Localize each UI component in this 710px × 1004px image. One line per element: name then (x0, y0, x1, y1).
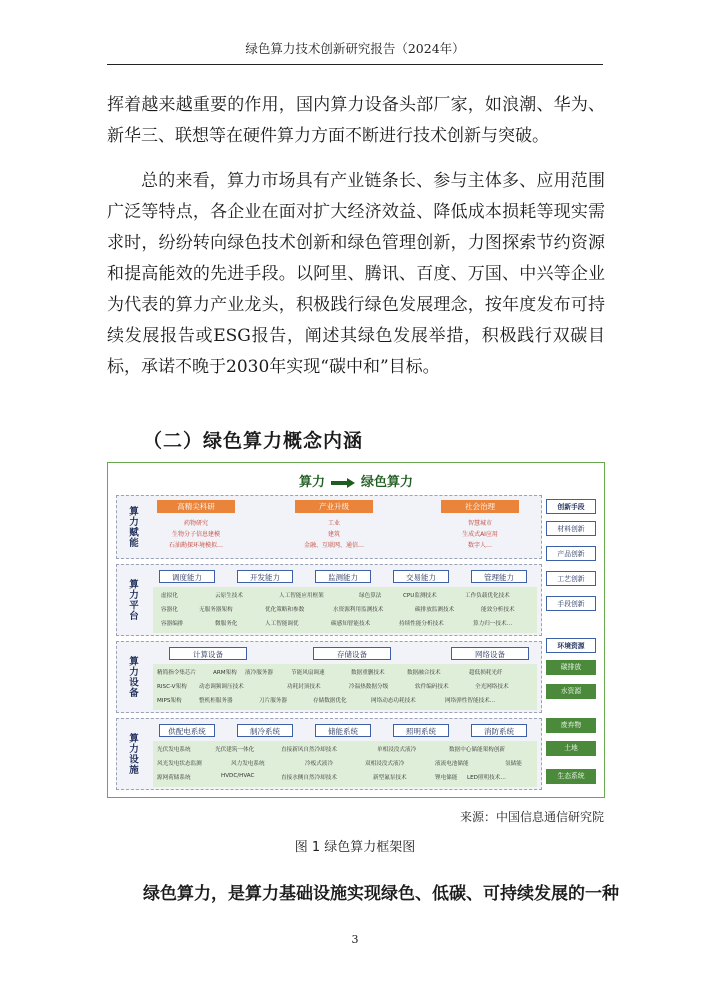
platform-cap: 监测能力 (315, 570, 371, 583)
platform-cap: 开发能力 (237, 570, 293, 583)
empower-item: 建筑 (327, 531, 341, 538)
resource-item: 水资源 (546, 684, 596, 699)
resource-item: 碳排放 (546, 660, 596, 675)
paragraph-1: 挥着越来越重要的作用，国内算力设备头部厂家，如浪潮、华为、新华三、联想等在硬件算力方面不断进行技术创新与突破。 (107, 95, 605, 146)
tech-item: 风力发电系统 (231, 761, 265, 767)
facility-cap: 照明系统 (393, 724, 449, 737)
platform-tech-grid (153, 587, 537, 633)
figure-title: 算力 绿色算力 (298, 475, 414, 490)
tech-item: 氢储能 (505, 761, 522, 767)
tech-item: 网络弹性智能技术… (445, 698, 496, 704)
layer-label: 算力平台 (127, 579, 138, 621)
layer-label: 算力设施 (127, 733, 138, 775)
resource-item: 土地 (546, 741, 596, 756)
tech-item: 碳排放监测技术 (415, 607, 455, 613)
empower-item: 药物研究 (183, 520, 209, 527)
tech-item: 直接新风自然冷却技术 (281, 747, 337, 753)
tech-item: ARM架构 (213, 670, 237, 676)
tech-item: 容器化 (161, 607, 178, 613)
tech-item: 人工智能调优 (265, 621, 299, 627)
tech-item: 数据融合技术 (407, 670, 441, 676)
tech-item: 光伏建筑一体化 (215, 747, 255, 753)
tech-item: 能效分析技术 (481, 607, 515, 613)
tech-item: 全光网络技术 (475, 684, 509, 690)
facility-cap: 储能系统 (315, 724, 371, 737)
tech-item: 水资源利用监测技术 (333, 607, 384, 613)
tech-item: 液流电池储能 (435, 761, 469, 767)
tech-item: 优化策略和参数 (265, 607, 305, 613)
tech-item: 液冷服务器 (245, 670, 273, 676)
right-column (546, 499, 596, 791)
resource-item: 生态系统 (546, 769, 596, 784)
figure-caption: 图 1 绿色算力框架图 (294, 840, 416, 855)
equipment-cap: 计算设备 (169, 647, 247, 660)
tech-item: LED照明技术… (467, 775, 506, 781)
page-number: 3 (351, 933, 359, 946)
tech-item: 单相浸没式液冷 (377, 747, 417, 753)
equipment-tech-grid (153, 664, 537, 710)
tech-item: 光伏发电系统 (157, 747, 191, 753)
layer-empower (116, 495, 542, 559)
tech-item: 冷温热数据分级 (349, 684, 389, 690)
tech-item: 锂电储能 (435, 775, 458, 781)
tech-item: 源网荷储系统 (157, 775, 191, 781)
tech-item: 碳感知智能技术 (331, 621, 371, 627)
empower-item: 智慧城市 (467, 520, 493, 527)
tech-item: 刀片服务器 (259, 698, 287, 704)
tech-item: 冷板式液冷 (305, 761, 333, 767)
empower-cap-industry: 产业升级 (295, 500, 373, 513)
tech-item: 人工智能应用框架 (279, 593, 324, 599)
tech-item: 双相浸没式液冷 (365, 761, 405, 767)
tech-item: 精简指令集芯片 (157, 670, 197, 676)
tech-item: 容器编排 (161, 621, 184, 627)
innovation-heading: 创新手段 (546, 499, 596, 514)
empower-item: 数字人… (467, 542, 493, 549)
empower-item: 生物分子信息建模 (171, 531, 221, 538)
tech-item: 超低损耗光纤 (469, 670, 503, 676)
tech-item: 虚拟化 (161, 593, 178, 599)
platform-cap: 管理能力 (471, 570, 527, 583)
empower-item: 金融、互联网、通信… (303, 542, 365, 549)
empower-item: 石油勘探环境模拟… (168, 542, 224, 549)
layer-facility (116, 718, 542, 790)
facility-tech-grid (153, 741, 537, 787)
platform-cap: 调度能力 (159, 570, 215, 583)
layer-equipment (116, 641, 542, 713)
empower-item: 工业 (327, 520, 341, 527)
tech-item: MIPS架构 (157, 698, 182, 704)
layer-platform (116, 564, 542, 636)
resources-heading: 环境资源 (546, 638, 596, 653)
layer-label: 算力赋能 (127, 506, 138, 548)
paragraph-3-start: 绿色算力，是算力基础设施实现绿色、低碳、可持续发展的一种 (143, 884, 619, 904)
tech-item: 功耗封顶技术 (287, 684, 321, 690)
innovation-item: 工艺创新 (546, 571, 596, 586)
empower-item: 生成式AI应用 (462, 531, 498, 538)
tech-item: 存储数据优化 (313, 698, 347, 704)
tech-item: RISC-V架构 (157, 684, 187, 690)
arrow-right-icon (331, 478, 355, 488)
tech-item: 数据中心储能架构创新 (449, 747, 505, 753)
paragraph-2: 总的来看，算力市场具有产业链条长、参与主体多、应用范围广泛等特点，各企业在面对扩大经济效益、降低成本损耗等现实需求时，纷纷转向绿色技术创新和绿色管理创新，力图探索节约资源和提高能效的先进手段。以阿里、腾讯、百度、万国、中兴等企业为代表的算力产业龙头，积极践行绿色发展理念，按年度发布可持续发展报告或ESG报告，阐述其绿色发展举措，积极践行双碳目标，承诺不晚于2030年实现“碳中和”目标。 (107, 171, 605, 377)
tech-item: 持续性能分析技术 (399, 621, 444, 627)
layer-label: 算力设备 (127, 656, 138, 698)
tech-item: 数据重删技术 (351, 670, 385, 676)
innovation-item: 材料创新 (546, 521, 596, 536)
facility-cap: 消防系统 (471, 724, 527, 737)
facility-cap: 供配电系统 (159, 724, 215, 737)
tech-item: 网络动态功耗技术 (371, 698, 416, 704)
tech-item: 绿色算法 (359, 593, 382, 599)
innovation-item: 手段创新 (546, 596, 596, 611)
tech-item: 微服务化 (215, 621, 238, 627)
section-heading: （二）绿色算力概念内涵 (143, 430, 364, 452)
empower-cap-governance: 社会治理 (441, 500, 519, 513)
empower-cap-research: 高精尖科研 (157, 500, 235, 513)
platform-cap: 交易能力 (393, 570, 449, 583)
equipment-cap: 网络设备 (451, 647, 529, 660)
tech-item: CPU监测技术 (403, 593, 437, 599)
equipment-cap: 存储设备 (313, 647, 391, 660)
resource-item: 废弃物 (546, 718, 596, 733)
tech-item: 直接水侧自然冷却技术 (281, 775, 337, 781)
tech-item: 新型氟泵技术 (373, 775, 407, 781)
tech-item: 软件编码技术 (415, 684, 449, 690)
tech-item: 算力归一技术… (473, 621, 513, 627)
tech-item: 云原生技术 (215, 593, 243, 599)
facility-cap: 制冷系统 (237, 724, 293, 737)
figure-source: 来源：中国信息通信研究院 (459, 810, 604, 824)
innovation-item: 产品创新 (546, 546, 596, 561)
tech-item: 动态调频调压技术 (199, 684, 244, 690)
tech-item: 整机柜服务器 (199, 698, 233, 704)
tech-item: 无服务器架构 (199, 607, 233, 613)
running-header: 绿色算力技术创新研究报告（2024年） (107, 34, 603, 65)
tech-item: 风光发电状态监测 (157, 761, 202, 767)
tech-item: 工作负载优化技术 (465, 593, 510, 599)
green-computing-framework-figure (107, 462, 605, 798)
tech-item: HVDC/HVAC (221, 773, 255, 779)
tech-item: 节能风扇调速 (291, 670, 325, 676)
